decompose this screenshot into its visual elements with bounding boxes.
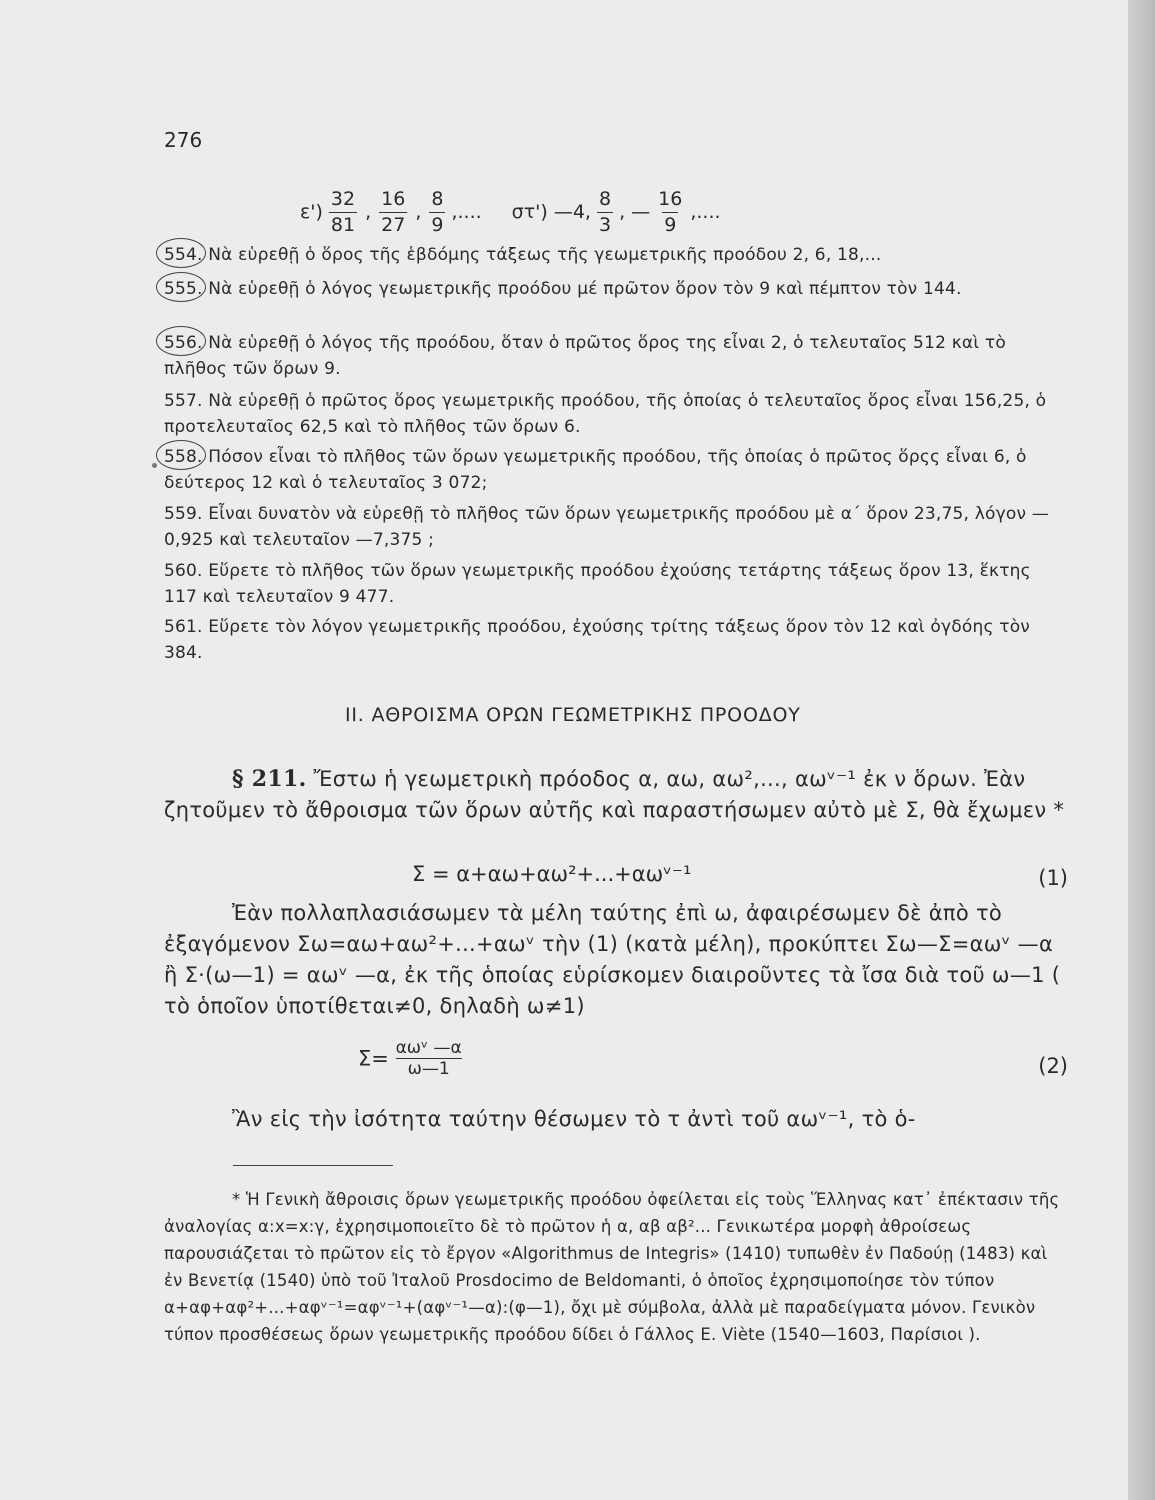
section-heading: ΙΙ. ΑΘΡΟΙΣΜΑ ΟΡΩΝ ΓΕΩΜΕΤΡΙΚΗΣ ΠΡΟΟΔΟΥ	[345, 704, 801, 726]
fraction: $\frac{8}{9}$	[431, 187, 444, 236]
pencil-mark	[152, 463, 157, 468]
exercise-558: 558. Πόσον εἶναι τὸ πλῆθος τῶν ὅρων γεωμετρικῆς προόδου, τῆς ὁποίας ὁ πρῶτος ὅρςς εἶναι 6, ὁ δεύτερος 12 καὶ ὁ τελευταῖος 3 072;	[164, 444, 1066, 496]
footnote-rule	[233, 1165, 393, 1166]
equation-2: Σ= αωᵛ —α ω—1	[358, 1038, 462, 1079]
exercise-554: 554. Νὰ εὑρεθῇ ὁ ὅρος τῆς ἑβδόμης τάξεως τῆς γεωμετρικῆς προόδου 2, 6, 18,...	[164, 242, 1066, 268]
equation-2-number: (2)	[1038, 1054, 1068, 1078]
equation-1-number: (1)	[1038, 866, 1068, 890]
fraction: $\frac{16}{27}$	[381, 187, 406, 236]
exercise-559: 559. Εἶναι δυνατὸν νὰ εὑρεθῇ τὸ πλῆθος τῶν ὅρων γεωμετρικῆς προόδου μὲ α΄ ὅρον 23,75, λόγον —0,925 καὶ τελευταῖον —7,375 ;	[164, 504, 1049, 550]
exercise-557: 557. Νὰ εὑρεθῇ ὁ πρῶτος ὅρος γεωμετρικῆς προόδου, τῆς ὁποίας ὁ τελευταῖος ὅρος εἶναι 156,25, ὁ προτελευταῖος 62,5 καὶ τὸ πλῆθος τῶν ὅρων 6.	[164, 391, 1047, 437]
exercise-561: 561. Εὕρετε τὸν λόγον γεωμετρικῆς προόδου, ἐχούσης τρίτης τάξεως ὅρον τὸν 12 καὶ ὀγδόης τὸν 384.	[164, 617, 1030, 663]
exercise-556: 556. Νὰ εὑρεθῇ ὁ λόγος τῆς προόδου, ὅταν ὁ πρῶτος ὅρος της εἶναι 2, ὁ τελευταῖος 512 καὶ τὸ πλῆθος τῶν ὅρων 9.	[164, 330, 1066, 382]
exercise-560: 560. Εὕρετε τὸ πλῆθος τῶν ὅρων γεωμετρικῆς προόδου ἐχούσης τετάρτης τάξεως ὅρον 13, ἕκτης 117 καὶ τελευταῖον 9 477.	[164, 561, 1031, 607]
page-number: 276	[164, 128, 203, 152]
exercise-fraction-line: ε') $\frac{32}{81}$ , $\frac{16}{27}$ , $\frac{8}{9}$ ,.... στ') —4, $\frac{8}{3}$ , — $\frac{16}{9}$ ,....	[300, 187, 721, 236]
equation-1: Σ = α+αω+αω²+...+αωᵛ⁻¹	[412, 862, 692, 886]
section-paragraph-2: Ἐὰν πολλαπλασιάσωμεν τὰ μέλη ταύτης ἐπὶ ω, ἀφαιρέσωμεν δὲ ἀπὸ τὸ ἐξαγόμενον Σω=αω+αω²+...+αωᵛ τὴν (1) (κατὰ μέλη), προκύπτει Σω—Σ=αωᵛ —α ἢ Σ·(ω—1) = αωᵛ —α, ἐκ τῆς ὁποίας εὑρίσκομεν διαιροῦντες τὰ ἴσα διὰ τοῦ ω—1 ( τὸ ὁποῖον ὑποτίθεται≠0, δηλαδὴ ω≠1)	[164, 901, 1061, 1018]
exercise-555: 555. Νὰ εὑρεθῇ ὁ λόγος γεωμετρικῆς προόδου μέ πρῶτον ὅρον τὸν 9 καὶ πέμπτον τὸν 144.	[164, 276, 1066, 302]
section-paragraph-1: § 211. Ἔστω ἡ γεωμετρικὴ πρόοδος α, αω, αω²,..., αωᵛ⁻¹ ἐκ ν ὅρων. Ἐὰν ζητοῦμεν τὸ ἄθροισμα τῶν ὅρων αὐτῆς καὶ παραστήσωμεν αὐτὸ μὲ Σ, θὰ ἔχωμεν *	[164, 766, 1065, 822]
label-st: στ') —4,	[511, 201, 591, 223]
fraction: $\frac{32}{81}$	[330, 187, 356, 236]
fraction: $\frac{8}{3}$	[598, 187, 612, 236]
fraction: $\frac{16}{9}$	[658, 187, 683, 236]
label-e: ε')	[300, 201, 323, 223]
page-edge	[1128, 0, 1155, 1500]
equation-2-fraction: αωᵛ —α ω—1	[395, 1038, 462, 1079]
section-paragraph-3: Ἂν εἰς τὴν ἰσότητα ταύτην θέσωμεν τὸ τ ἀντὶ τοῦ αωᵛ⁻¹, τὸ ὁ-	[232, 1107, 916, 1131]
footnote: * Ἡ Γενικὴ ἄθροισις ὅρων γεωμετρικῆς προόδου ὀφείλεται εἰς τοὺς Ἕλληνας κατ᾽ ἐπέκτασιν τῆς ἀναλογίας α:x=x:γ, ἐχρησιμοποιεῖτο δὲ τὸ πρῶτον ἡ α, αβ αβ²... Γενικωτέρα μορφὴ ἀθροίσεως παρουσιάζεται τὸ πρῶτον εἰς τὸ ἔργον «Algorithmus de Integris» (1410) τυπωθὲν ἐν Παδούῃ (1483) καὶ ἐν Βενετίᾳ (1540) ὑπὸ τοῦ Ἰταλοῦ Prosdocimo de Beldomanti, ὁ ὁποῖος ἐχρησιμοποίησε τὸν τύπον α+αφ+αφ²+...+αφᵛ⁻¹=αφᵛ⁻¹+(αφᵛ⁻¹—α):(φ—1), ὄχι μὲ σύμβολα, ἀλλὰ μὲ παραδείγματα μόνον. Γενικὸν τύπον προσθέσεως ὅρων γεωμετρικῆς προόδου δίδει ὁ Γάλλος E. Viète (1540—1603, Παρίσιοι ).	[164, 1190, 1060, 1344]
section-number: § 211.	[232, 766, 307, 792]
